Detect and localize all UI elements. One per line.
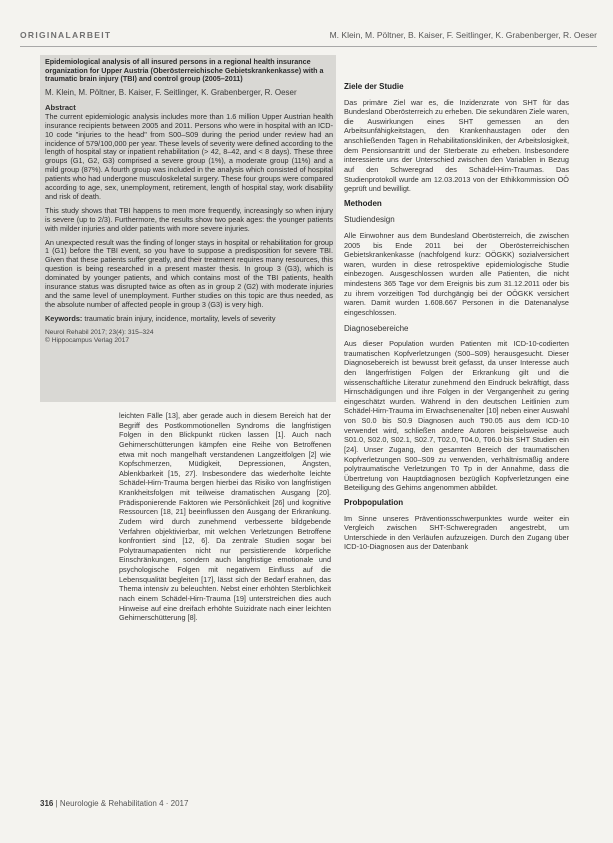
paragraph-population: Im Sinne unseres Präventionsschwerpunktes wurde weiter ein Vergleich zwischen SHT-Schweregraden angestrebt, um Unterschiede in den Verläufen aufzuzeigen. Durch den Zugang über ICD-10-Diagnosen aus der Datenbank bbox=[344, 513, 569, 552]
header-rule bbox=[20, 46, 597, 47]
subheading-design: Studiendesign bbox=[344, 215, 395, 225]
abstract-paragraph-2: This study shows that TBI happens to men more frequently, increasingly so when injury is severe (up to 2/3). Furthermore, the results show two peak ages: the younger patients with milder injuries and older patients with more severe injuries. bbox=[45, 205, 333, 233]
running-header bbox=[20, 30, 597, 44]
keywords-line bbox=[45, 315, 333, 324]
paragraph-diagnoses: Aus dieser Population wurden Patienten mit ICD-10-codierten traumatischen Kopfverletzungen (S00–S09) herausgesucht. Dieser Diagnosebereich ist bewusst breit gefasst, da unser Interesse auch den längerfristigen Folgen der Erkrankung gilt und die wissenschaftliche Literatur zunehmend den Eindruck bekräftigt, dass Hirnschädigungen und ihre Folgen in der Vergangenheit zu gering eingeschätzt wurden. Während in den deutschen Leitlinien zum Schädel-Hirn-Trauma im Erwachsenenalter [10] neben einer Auswahl von S0.0 bis S0.9 Diagnosen auch T90.05 aus dem ICD-10 verwendet wird, schließen andere Autoren beispielsweise auch S01.0, S02.0, S02.1, S02.7, T02.0, T04.0, T06.0 bis SHT Studien ein [24]. Unser Zugang, den gesamten Bereich der traumatischen Kopfverletzungen S00–S09 zu verwenden, verhältnismäßig andere polytraumatische Verletzungen T0 Tp in der Annahme, dass die Übertretung von Hauptdiagnosen bezüglich Kopfverletzungen eine Beteiligung des Gehirns angenommen abbildet. bbox=[344, 339, 569, 493]
copyright: © Hippocampus Verlag 2017 bbox=[45, 336, 130, 344]
citation-block bbox=[45, 329, 333, 345]
middle-column bbox=[119, 411, 331, 623]
running-authors: M. Klein, M. Pöltner, B. Kaiser, F. Seitlinger, K. Grabenberger, R. Oeser bbox=[329, 30, 597, 40]
right-column bbox=[344, 82, 569, 557]
citation: Neurol Rehabil 2017; 23(4): 315–324 bbox=[45, 328, 154, 336]
abstract-paragraph-1: The current epidemiologic analysis includes more than 1.6 million Upper Austrian health insurance recipients between 2005 and 2011. Persons who were in hospital with an ICD-10 code "injuries to the head" from S00–S09 during the period under review had an incidence of 579/100,000 per year. These levels of severity were defined according to the length of hospital stay or inpatient rehabilitation (> 42, 8–42, and < 8 days). These three groups (G1, G2, G3) comprised a severe group (1%), a moderate group (11%) and a mild group (87%). A fourth group was included in the analysis which consisted of hospital patients who had undergone musculoskeletal surgery. These four groups were compared according to age, sex, unemployment, retirement, length of hospital stay, work disability and risk of death. bbox=[45, 111, 333, 201]
keywords-text: traumatic brain injury, incidence, mortality, levels of severity bbox=[84, 313, 276, 323]
section-label: ORIGINALARBEIT bbox=[20, 30, 112, 40]
paragraph-design: Alle Einwohner aus dem Bundesland Oberösterreich, die zwischen 2005 bis Ende 2011 bei der Oberösterreichischen Gebietskrankenkasse (nachfolgend kurz: OÖGKK) sozialversichert waren, wurden in diese retrospektive epidemiologische Studie einbezogen. Ausgeschlossen wurden alle Patienten, die nicht mindestens 365 Tage vor dem Ereignis bis zum 31.12.2011 oder bis zu ihrem vorzeitigen Tod durchgängig bei der OÖGKK versichert waren. Damit wurden 1.608.667 Personen in die Datenanalyse eingeschlossen. bbox=[344, 230, 569, 317]
subheading-diagnoses: Diagnosebereiche bbox=[344, 323, 409, 333]
paragraph-goals: Das primäre Ziel war es, die Inzidenzrate von SHT für das Bundesland Oberösterreich zu erheben. Die sekundären Ziele waren, die Auswirkungen eines SHT gemessen an den Arbeitsunfähigkeitstagen, den Krankenhaustagen oder den anschließenden Tagen in Rehabilitationskliniken, der Arbeitslosigkeit, dem Pensionsantritt und der Sterberate zu erheben. Insbesondere interessierte uns der Unterschied zwischen den Variablen in Bezug auf den Schweregrad des Schädel-Hirn-Traumas. Das Studienprotokoll wurde am 12.03.2013 von der Ethikkommission OÖ geprüft und bewilligt. bbox=[344, 97, 569, 194]
keywords-label: Keywords: bbox=[45, 313, 83, 323]
page-number: 316 bbox=[40, 799, 54, 808]
abstract-paragraph-3: An unexpected result was the finding of longer stays in hospital or rehabilitation for group 1 (G1) before the TBI event, so you have to suppose a predisposition for severe TBI. Given that these patients suffer greatly, and their treatment requires many resources, this question is being researched in a present master thesis. In group 3 (G3), which is dominated by younger patients, and which contains most of the TBI patients, health insurance status was disrupted twice as often as in group 2 (G2) with moderate injuries and the same level of unemployment. Further studies on this topic are thus needed, as the absolute number of affected people in group 3 (G3) is very high. bbox=[45, 237, 333, 309]
heading-goals: Ziele der Studie bbox=[344, 82, 404, 91]
abstract-title: Epidemiological analysis of all insured persons in a regional health insurance organization for Upper Austria (Oberösterreichische Gebietskrankenkasse) with a traumatic brain injury (TBI) and control group (2005–2011) bbox=[45, 57, 324, 84]
heading-methods: Methoden bbox=[344, 198, 382, 208]
abstract-heading: Abstract bbox=[45, 102, 76, 112]
journal-name: Neurologie & Rehabilitation 4 · 2017 bbox=[59, 799, 189, 808]
middle-column-text: leichten Fälle [13], aber gerade auch in diesem Bereich hat der Begriff des Postkommotionellen Syndroms die langfristigen Folgen in den Blickpunkt rücken lassen [1]. Auch nach Gehirnerschütterungen kämpfen eine Reihe von Betroffenen etwa mit noch mangelhaft verstandenen Langzeitfolgen [2] wie Kopfschmerzen, Müdigkeit, Depressionen, Ängsten, Ablenkbarkeit [15, 27]. Insbesondere das wiederholte leichte Schädel-Hirn-Trauma bergen hierbei das Risiko von langfristigen Krankheitsfolgen mit teilweise dramatischen Ausgang [20]. Prädisponierende Faktoren wie Persönlichkeit [26] und kognitive Ressourcen [18, 21] beeinflussen den Ausgang der Erkrankung. Zudem wird durch zunehmend verbesserte bildgebende Verfahren objektivierbar, mit welchen Verletzungen Betroffene konfrontiert sind [12, 6]. Da zentrale Studien sogar bei Polytraumapatienten nicht nur persistierende körperliche Einschränkungen, sondern auch langfristige emotionale und psychologische Folgen mit negativem Einfluss auf die Lebensqualität begleiten [17], lässt sich der Bedarf erahnen, das Thema intensiv zu beleuchten. Nebst einer erhöhten Sterblichkeit nach einem Schädel-Hirn-Trauma [19] unterstreichen dies auch Hinweise auf eine dreifach erhöhte Suizidrate nach einer leichten Gehirnerschütterung [8]. bbox=[119, 411, 331, 623]
page-footer: 316 | Neurologie & Rehabilitation 4 · 2017 bbox=[40, 799, 189, 808]
abstract-authors: M. Klein, M. Pöltner, B. Kaiser, F. Seitlinger, K. Grabenberger, R. Oeser bbox=[45, 87, 297, 97]
abstract-box bbox=[45, 58, 333, 345]
heading-population: Probpopulation bbox=[344, 498, 404, 508]
